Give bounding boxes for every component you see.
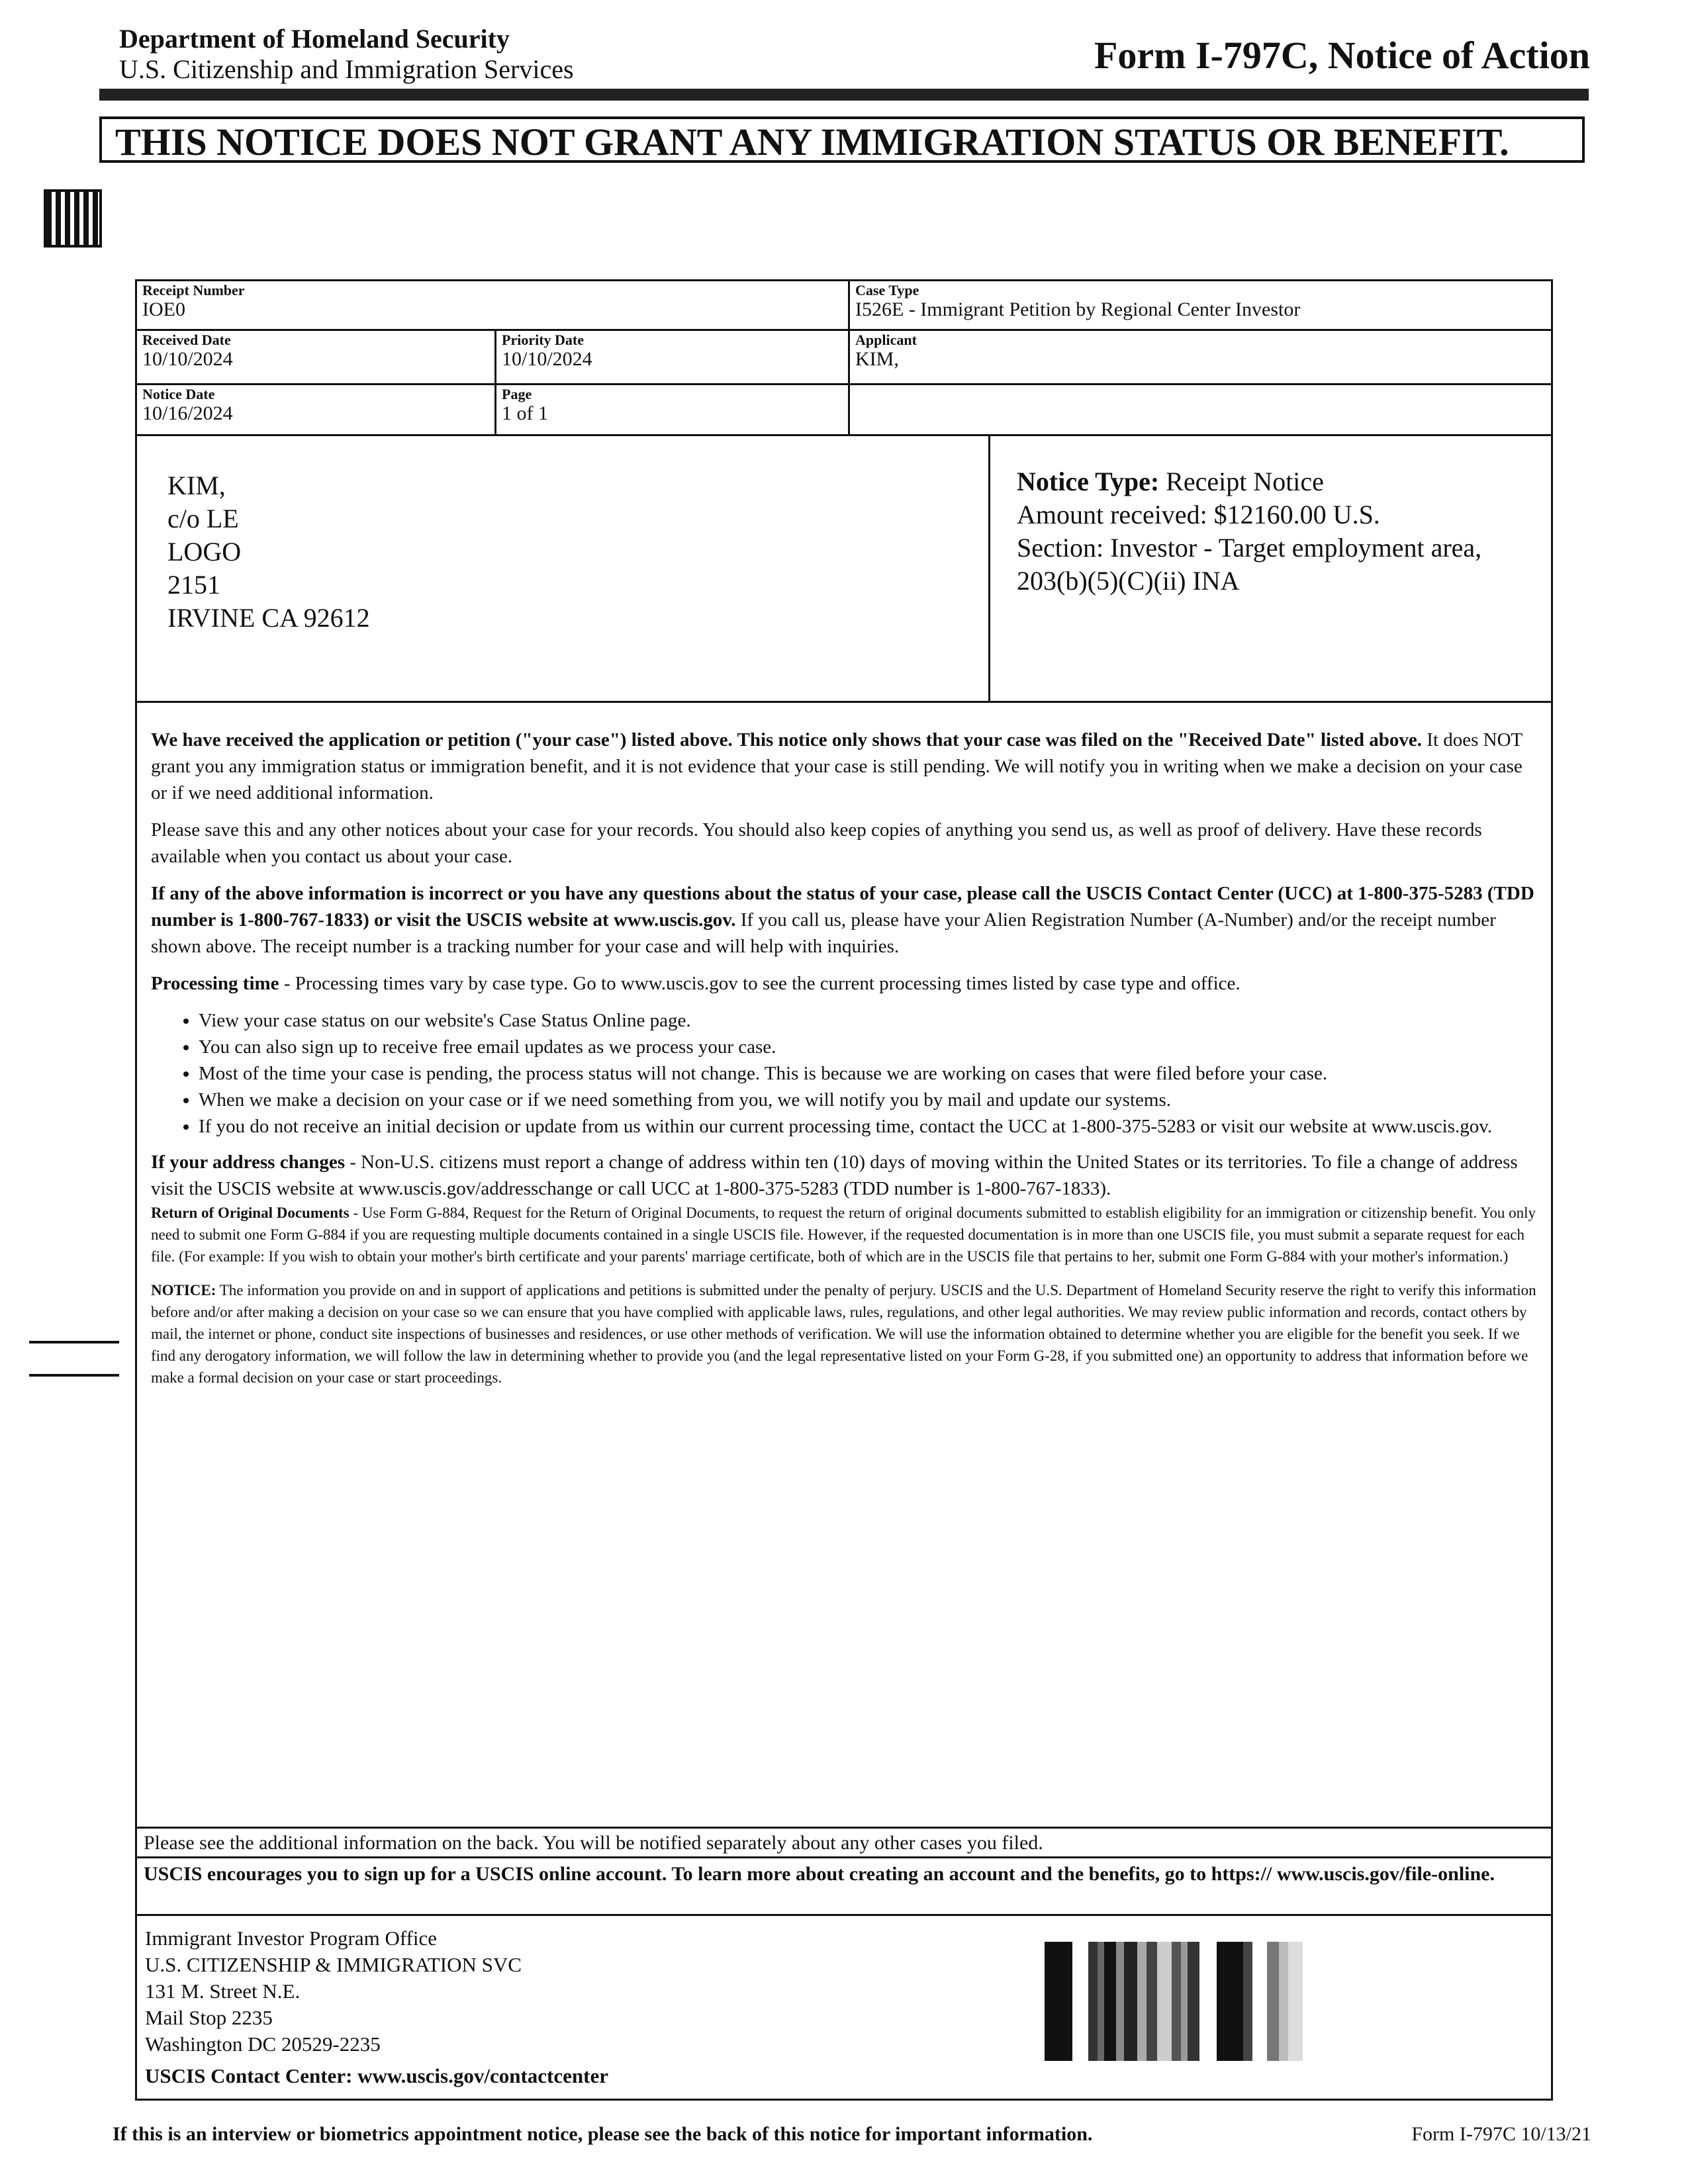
- receipt-number-value: IOE0: [142, 298, 185, 320]
- receipt-number-cell: [135, 279, 850, 331]
- office-line: Mail Stop 2235: [145, 2006, 273, 2029]
- scan-mark: [29, 1374, 119, 1377]
- paragraph: [151, 880, 1541, 960]
- notice-date-value: 10/16/2024: [142, 402, 233, 424]
- applicant-value: KIM,: [855, 348, 899, 370]
- sub-agency-name: U.S. Citizenship and Immigration Services: [119, 54, 574, 84]
- case-type-label: Case Type: [855, 282, 919, 298]
- footer-notice: If this is an interview or biometrics appointment notice, please see the back of this notice for important information.: [113, 2123, 1093, 2145]
- priority-date-value: 10/10/2024: [502, 348, 592, 370]
- received-date-value: 10/10/2024: [142, 348, 233, 370]
- contact-center: USCIS Contact Center: www.uscis.gov/contactcenter: [145, 2064, 608, 2087]
- list-item: • If you do not receive an initial decision or update from us within our current processing time, contact the UCC at 1-800-375-5283 or visit our website at www.uscis.gov.: [199, 1113, 1541, 1140]
- notice-type: [1017, 465, 1524, 498]
- section-line: 203(b)(5)(C)(ii) INA: [1017, 566, 1240, 596]
- address-line: LOGO: [167, 537, 242, 567]
- header-rule: [99, 89, 1589, 101]
- qr-code-icon: [44, 189, 102, 248]
- form-revision: Form I-797C 10/13/21: [1411, 2123, 1591, 2145]
- priority-date-cell: [494, 329, 850, 385]
- notice-type-value: Receipt Notice: [1159, 467, 1324, 496]
- paragraph-text: - Non-U.S. citizens must report a change of address within ten (10) days of moving within the United States or its territories. To file a change of address visit the USCIS website at www.uscis.gov/addresschange or call UCC at 1-800-375-5283 (TDD number is 1-800-767-1833).: [151, 1152, 1518, 1199]
- notice-info-block: [988, 434, 1553, 703]
- paragraph-lead: Return of Original Documents: [151, 1205, 350, 1221]
- address-line: c/o LE: [167, 504, 239, 533]
- page-label: Page: [502, 386, 532, 402]
- agency-name: Department of Homeland Security: [119, 24, 510, 54]
- online-account-notice: USCIS encourages you to sign up for a USCIS online account. To learn more about creating an account and the benefits, go to https:// www.uscis.gov/file-online.: [135, 1856, 1553, 1916]
- notice-date-cell: [135, 383, 496, 436]
- empty-cell: [848, 383, 1553, 436]
- paragraph: [151, 1149, 1541, 1202]
- paragraph-text: The information you provide on and in support of applications and petitions is submitted under the penalty of perjury. USCIS and the U.S. Department of Homeland Security reserve the right to verify this information before and/or after making a decision on your case so we can ensure that you have complied with applicable laws, rules, regulations, and other legal authorities. We may review public information and records, contact others by mail, the internet or phone, conduct site inspections of businesses and residences, or use other methods of verification. We will use the information obtained to determine whether you are eligible for the benefit you seek. If we find any derogatory information, we will follow the law in determining whether to provide you (and the legal representative listed on your Form G-28, if you submitted one) an opportunity to address that information before we make a formal decision on your case or start proceedings.: [151, 1282, 1536, 1386]
- office-line: Immigrant Investor Program Office: [145, 1927, 438, 1950]
- paragraph-lead: NOTICE:: [151, 1282, 216, 1298]
- page-value: 1 of 1: [502, 402, 548, 424]
- received-date-label: Received Date: [142, 332, 231, 348]
- additional-info: Please see the additional information on the back. You will be notified separately about any other cases you filed.: [135, 1827, 1553, 1858]
- agency-header: [119, 24, 574, 85]
- paragraph-lead: If any of the above information is incorrect or you have any questions about the status of your case, please call the USCIS Contact Center (UCC) at 1-800-375-5283 (TDD number is 1-800-767-1833) or visit the USCIS website at www.uscis.gov.: [151, 883, 1534, 931]
- address-line: IRVINE CA 92612: [167, 603, 370, 633]
- form-title: Form I-797C, Notice of Action: [1094, 34, 1590, 77]
- bullet-list: [151, 1007, 1541, 1140]
- paragraph-lead: We have received the application or petition ("your case") listed above. This notice only shows that your case was filed on the "Received Date" listed above.: [151, 729, 1423, 751]
- list-item: • When we make a decision on your case or if we need something from you, we will notify you by mail and update our systems.: [199, 1087, 1541, 1113]
- office-line: Washington DC 20529-2235: [145, 2032, 381, 2056]
- case-type-value: I526E - Immigrant Petition by Regional Center Investor: [855, 298, 1301, 320]
- paragraph-lead: If your address changes: [151, 1152, 346, 1173]
- list-item: • View your case status on our website's Case Status Online page.: [199, 1007, 1541, 1034]
- paragraph-text: If you call us, please have your Alien Registration Number (A-Number) and/or the receipt number shown above. The receipt number is a tracking number for your case and will help with inquiries.: [151, 909, 1496, 957]
- applicant-label: Applicant: [855, 332, 917, 348]
- priority-date-label: Priority Date: [502, 332, 584, 348]
- paragraph: [151, 970, 1541, 997]
- list-item: • You can also sign up to receive free email updates as we process your case.: [199, 1034, 1541, 1060]
- amount-received: Amount received: $12160.00 U.S.: [1017, 500, 1380, 529]
- return-documents: [151, 1202, 1541, 1267]
- paragraph-text: It does NOT grant you any immigration status or immigration benefit, and it is not evidence that your case is still pending. We will notify you in writing when we make a decision on your case or if we need additional information.: [151, 729, 1523, 803]
- page-cell: [494, 383, 850, 436]
- received-date-cell: [135, 329, 496, 385]
- office-line: U.S. CITIZENSHIP & IMMIGRATION SVC: [145, 1953, 522, 1976]
- paragraph-text: - Processing times vary by case type. Go to www.uscis.gov to see the current processing times listed by case type and office.: [279, 973, 1241, 994]
- receipt-number-label: Receipt Number: [142, 282, 245, 298]
- status-banner: THIS NOTICE DOES NOT GRANT ANY IMMIGRATION STATUS OR BENEFIT.: [99, 116, 1585, 163]
- case-type-cell: [848, 279, 1553, 331]
- applicant-cell: [848, 329, 1553, 385]
- paragraph-text: - Use Form G-884, Request for the Return of Original Documents, to request the return of original documents submitted to establish eligibility for an immigration or citizenship benefit. You only need to submit one Form G-884 if you are requesting multiple documents contained in a single USCIS file. However, if the requested documentation is in more than one USCIS file, you must submit a separate request for each file. (For example: If you wish to obtain your mother's birth certificate and your parents' marriage certificate, both of which are in the USCIS file that pertains to her, submit one Form G-884 with your mother's information.): [151, 1205, 1536, 1265]
- paragraph: [151, 1202, 1541, 1267]
- section-line: Section: Investor - Target employment area,: [1017, 533, 1482, 563]
- notice-date-label: Notice Date: [142, 386, 215, 402]
- address-line: 2151: [167, 570, 220, 600]
- office-line: 131 M. Street N.E.: [145, 1979, 301, 2003]
- address-block: [135, 434, 990, 703]
- barcode-icon: [1045, 1942, 1356, 2061]
- notice-body: [151, 727, 1541, 1388]
- paragraph: Please save this and any other notices about your case for your records. You should also keep copies of anything you send us, as well as proof of delivery. Have these records available when you contact us about your case.: [151, 819, 1482, 867]
- list-item: • Most of the time your case is pending, the process status will not change. This is because we are working on cases that were filed before your case.: [199, 1060, 1541, 1087]
- paragraph: [151, 1279, 1541, 1388]
- address-line: KIM,: [167, 471, 226, 500]
- notice-type-label: Notice Type:: [1017, 467, 1160, 496]
- paragraph: [151, 727, 1541, 806]
- scan-mark: [29, 1341, 119, 1343]
- perjury-notice: [151, 1279, 1541, 1388]
- paragraph-lead: Processing time: [151, 973, 279, 994]
